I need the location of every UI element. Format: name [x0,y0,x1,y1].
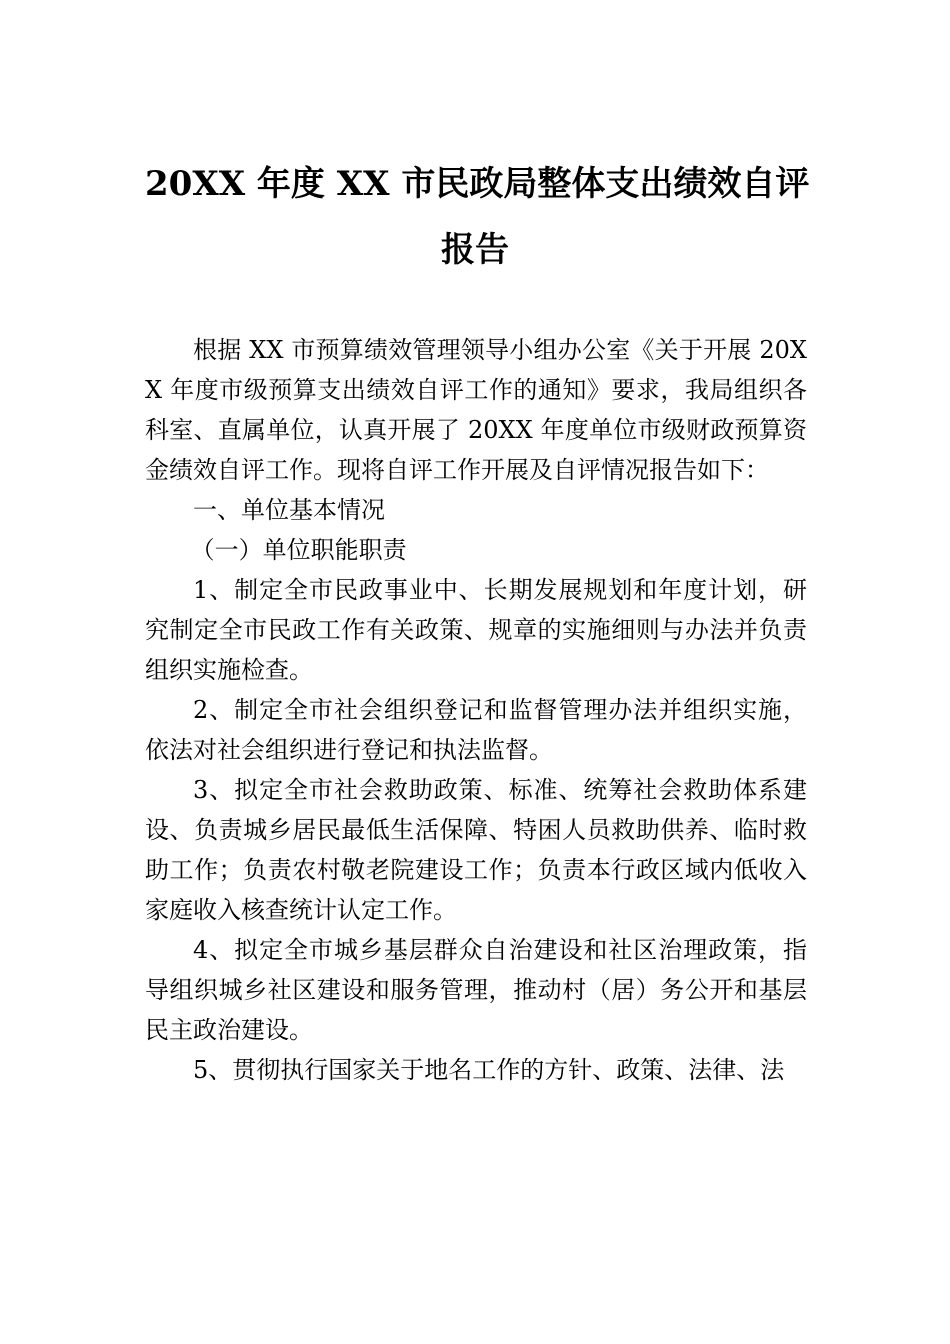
duty-item-5: 5、贯彻执行国家关于地名工作的方针、政策、法律、法 [193,1056,785,1084]
duty-item-3: 3、拟定全市社会救助政策、标准、统筹社会救助体系建设、负责城乡居民最低生活保障、特困人员救助供养、临时救助工作；负责农村敬老院建设工作；负责本行政区域内低收入家庭收入核查统计认定工作。 [145,776,807,924]
document-title-line1: 20XX 年度 XX 市民政局整体支出绩效自评 [145,164,810,204]
intro-paragraph: 根据 XX 市预算绩效管理领导小组办公室《关于开展 20XX 年度市级预算支出绩效自评工作的通知》要求，我局组织各科室、直属单位，认真开展了 20XX 年度单位市级财政预算资金绩效自评工作。现将自评工作开展及自评情况报告如下： [145,336,807,484]
duty-item-2: 2、制定全市社会组织登记和监督管理办法并组织实施，依法对社会组织进行登记和执法监督。 [145,696,807,764]
subsection-heading-duties: （一）单位职能职责 [190,536,407,564]
section-heading-basic-info: 一、单位基本情况 [193,496,385,524]
duty-item-1: 1、制定全市民政事业中、长期发展规划和年度计划，研究制定全市民政工作有关政策、规章的实施细则与办法并负责组织实施检查。 [145,576,807,684]
document-body [145,330,807,1090]
duty-item-4: 4、拟定全市城乡基层群众自治建设和社区治理政策，指导组织城乡社区建设和服务管理，推动村（居）务公开和基层民主政治建设。 [145,936,807,1044]
document-title-line2: 报告 [441,230,509,270]
